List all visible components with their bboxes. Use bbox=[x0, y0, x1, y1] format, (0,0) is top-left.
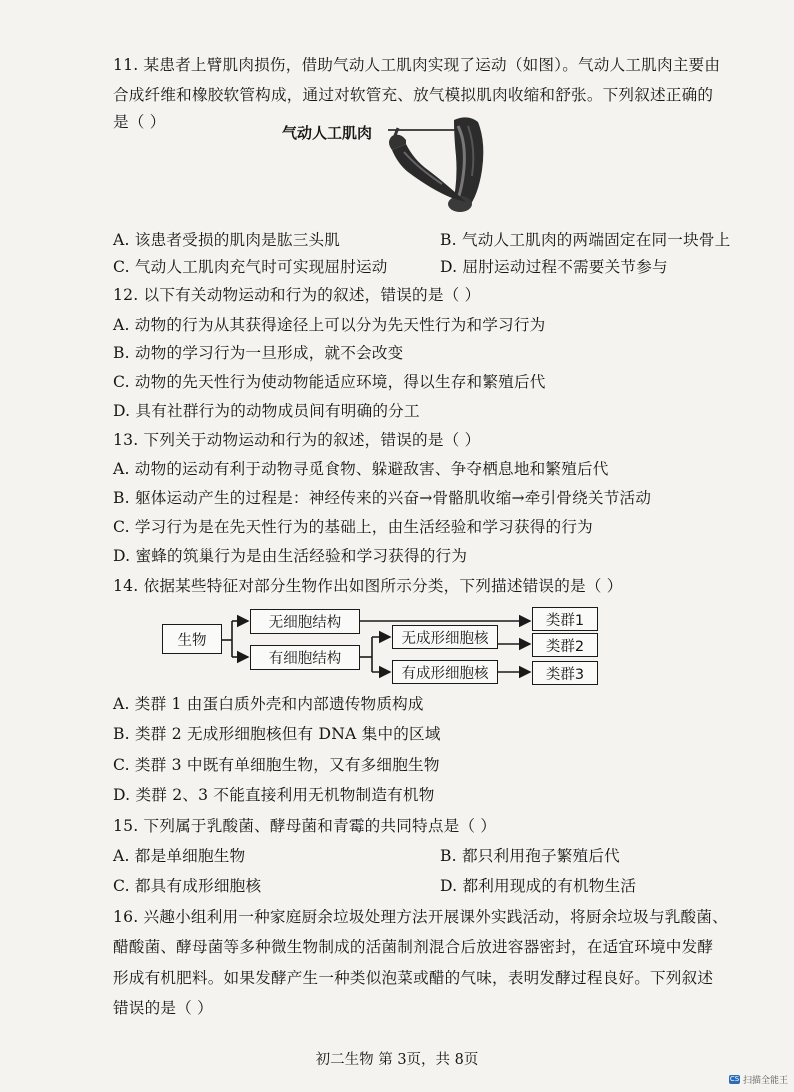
diagram-branch-no-cell: 无细胞结构 bbox=[250, 609, 360, 634]
diagram-no-nucleus: 无成形细胞核 bbox=[392, 625, 498, 649]
q11-options-row-1 bbox=[0, 230, 794, 250]
q12-stem: 12. 以下有关动物运动和行为的叙述，错误的是（ ） bbox=[113, 286, 481, 304]
q12-option-a: A. 动物的行为从其获得途径上可以分为先天性行为和学习行为 bbox=[113, 316, 546, 334]
q11-options-row-2 bbox=[0, 257, 794, 277]
q15-option-b: B. 都只利用孢子繁殖后代 bbox=[440, 847, 620, 865]
q12-option-c: C. 动物的先天性行为使动物能适应环境，得以生存和繁殖后代 bbox=[113, 373, 546, 391]
q11-stem-line-1: 11. 某患者上臂肌肉损伤，借助气动人工肌肉实现了运动（如图）。气动人工肌肉主要由 bbox=[113, 56, 721, 74]
diagram-root: 生物 bbox=[162, 624, 222, 654]
q14-option-c: C. 类群 3 中既有单细胞生物，又有多细胞生物 bbox=[113, 756, 440, 774]
figure-label: 气动人工肌肉 bbox=[282, 124, 373, 142]
q16-stem-line-2: 醋酸菌、酵母菌等多种微生物制成的活菌制剂混合后放进容器密封，在适宜环境中发酵 bbox=[113, 938, 714, 956]
q11-option-d: D. 屈肘运动过程不需要关节参与 bbox=[440, 258, 668, 276]
q16-stem-line-1: 16. 兴趣小组利用一种家庭厨余垃圾处理方法开展课外实践活动，将厨余垃圾与乳酸菌、 bbox=[113, 908, 728, 926]
diagram-group-3: 类群3 bbox=[532, 661, 598, 685]
q15-option-a: A. 都是单细胞生物 bbox=[113, 847, 246, 865]
q12-option-d: D. 具有社群行为的动物成员间有明确的分工 bbox=[113, 402, 420, 420]
q14-stem: 14. 依据某些特征对部分生物作出如图所示分类，下列描述错误的是（ ） bbox=[113, 577, 623, 595]
q13-option-b: B. 躯体运动产生的过程是：神经传来的兴奋→骨骼肌收缩→牵引骨绕关节活动 bbox=[113, 489, 652, 507]
scanner-watermark bbox=[729, 1073, 788, 1086]
q14-option-a: A. 类群 1 由蛋白质外壳和内部遗传物质构成 bbox=[113, 695, 424, 713]
q16-stem-line-3: 形成有机肥料。如果发酵产生一种类似泡菜或醋的气味，表明发酵过程良好。下列叙述 bbox=[113, 969, 714, 987]
diagram-nucleus: 有成形细胞核 bbox=[392, 660, 498, 684]
q14-option-b: B. 类群 2 无成形细胞核但有 DNA 集中的区域 bbox=[113, 725, 441, 743]
q11-stem-line-3: 是（ ） bbox=[113, 113, 166, 131]
q13-option-d: D. 蜜蜂的筑巢行为是由生活经验和学习获得的行为 bbox=[113, 547, 468, 565]
watermark-text: 扫描全能王 bbox=[742, 1076, 788, 1086]
q15-options-row-1 bbox=[0, 846, 794, 866]
q11-stem-line-2: 合成纤维和橡胶软管构成，通过对软管充、放气模拟肌肉收缩和舒张。下列叙述正确的 bbox=[113, 86, 714, 104]
q15-stem: 15. 下列属于乳酸菌、酵母菌和青霉的共同特点是（ ） bbox=[113, 817, 497, 835]
diagram-branch-cell: 有细胞结构 bbox=[250, 645, 360, 670]
q11-option-b: B. 气动人工肌肉的两端固定在同一块骨上 bbox=[440, 231, 731, 249]
q11-option-a: A. 该患者受损的肌肉是肱三头肌 bbox=[113, 231, 341, 249]
q13-option-c: C. 学习行为是在先天性行为的基础上，由生活经验和学习获得的行为 bbox=[113, 518, 593, 536]
q16-stem-line-4: 错误的是（ ） bbox=[113, 999, 213, 1017]
arm-illustration bbox=[282, 112, 492, 214]
q15-options-row-2 bbox=[0, 876, 794, 896]
q11-option-c: C. 气动人工肌肉充气时可实现屈肘运动 bbox=[113, 258, 388, 276]
q12-option-b: B. 动物的学习行为一旦形成，就不会改变 bbox=[113, 344, 404, 362]
page-footer: 初二生物 第 3页，共 8页 bbox=[315, 1052, 479, 1068]
q14-option-d: D. 类群 2、3 不能直接利用无机物制造有机物 bbox=[113, 786, 435, 804]
scanner-app-icon: CS bbox=[729, 1075, 740, 1083]
diagram-group-1: 类群1 bbox=[532, 607, 598, 631]
q13-option-a: A. 动物的运动有利于动物寻觅食物、躲避敌害、争夺栖息地和繁殖后代 bbox=[113, 460, 609, 478]
q15-option-d: D. 都利用现成的有机物生活 bbox=[440, 877, 637, 895]
q15-option-c: C. 都具有成形细胞核 bbox=[113, 877, 262, 895]
diagram-group-2: 类群2 bbox=[532, 633, 598, 657]
pneumatic-muscle-figure bbox=[282, 112, 492, 214]
q13-stem: 13. 下列关于动物运动和行为的叙述，错误的是（ ） bbox=[113, 431, 481, 449]
classification-diagram bbox=[158, 604, 608, 688]
